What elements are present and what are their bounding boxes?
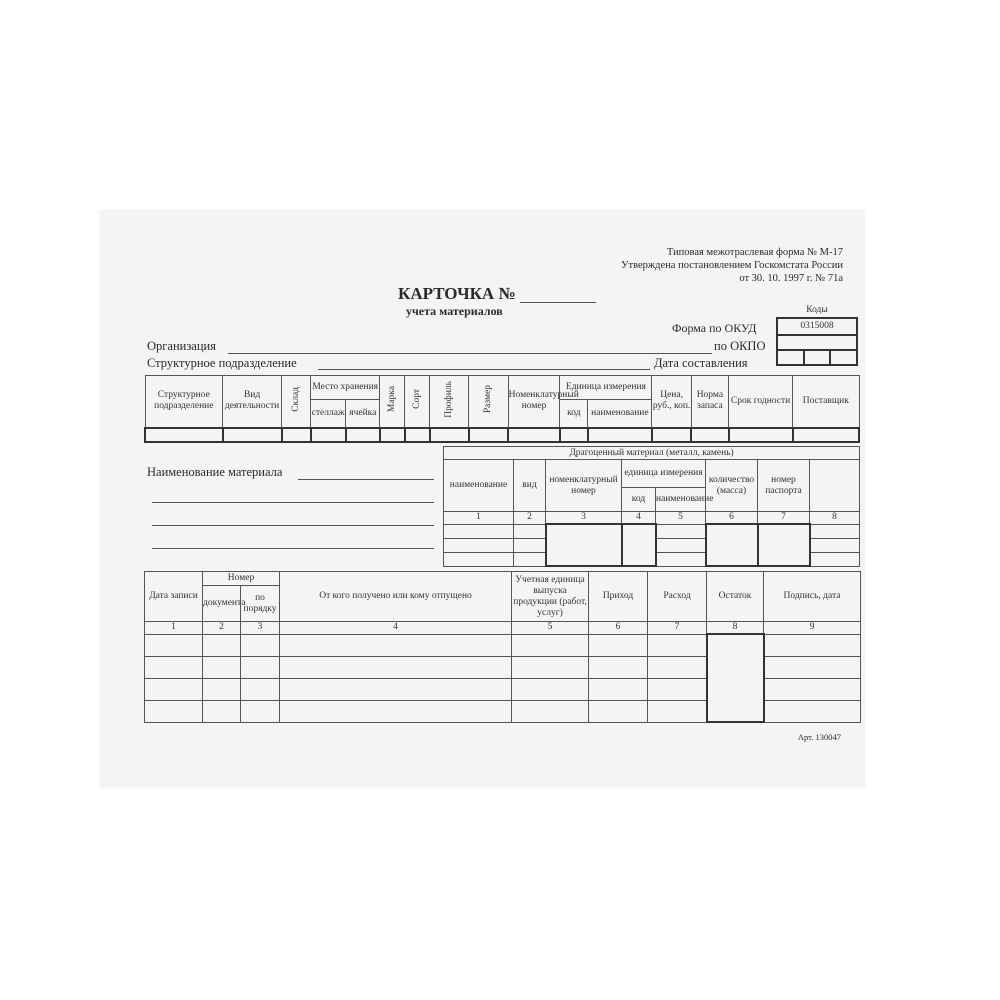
material-name-line-3[interactable] xyxy=(152,525,434,526)
precious-cell[interactable] xyxy=(656,552,706,566)
precious-passport-cell[interactable] xyxy=(758,524,810,566)
journal-cell[interactable] xyxy=(241,656,280,678)
journal-num: 1 xyxy=(145,622,203,635)
col-grade xyxy=(405,376,430,428)
precious-cell[interactable] xyxy=(444,538,514,552)
journal-col-unit: Учетная единица выпуска продукции (работ, услуг) xyxy=(512,572,589,622)
col-cell: ячейка xyxy=(346,400,380,428)
journal-cell[interactable] xyxy=(145,700,203,722)
cell[interactable] xyxy=(380,428,405,442)
journal-cell[interactable] xyxy=(203,656,241,678)
precious-cell[interactable] xyxy=(810,538,860,552)
journal-num: 8 xyxy=(707,622,764,635)
col-profile-label: Профиль xyxy=(443,380,454,418)
journal-cell[interactable] xyxy=(512,678,589,700)
journal-col-from-to: От кого получено или кому отпущено xyxy=(280,572,512,622)
precious-num: 8 xyxy=(810,512,860,525)
col-struct-div: Структурное подразделение xyxy=(145,376,223,428)
journal-cell[interactable] xyxy=(280,700,512,722)
org-field[interactable] xyxy=(228,353,712,354)
journal-cell[interactable] xyxy=(512,634,589,656)
precious-col-kind: вид xyxy=(514,460,546,512)
journal-cell[interactable] xyxy=(589,656,648,678)
precious-cell[interactable] xyxy=(444,552,514,566)
cell[interactable] xyxy=(311,428,346,442)
cell[interactable] xyxy=(793,428,859,442)
journal-col-balance: Остаток xyxy=(707,572,764,622)
journal-cell[interactable] xyxy=(648,700,707,722)
journal-col-number: Номер xyxy=(203,572,280,586)
precious-material-table xyxy=(443,446,860,567)
division-label: Структурное подразделение xyxy=(147,356,297,370)
journal-num: 5 xyxy=(512,622,589,635)
card-title: КАРТОЧКА № xyxy=(398,284,516,303)
journal-col-sign: Подпись, дата xyxy=(764,572,861,622)
cell[interactable] xyxy=(282,428,311,442)
codes-table xyxy=(776,304,858,366)
precious-num: 6 xyxy=(706,512,758,525)
cell[interactable] xyxy=(430,428,469,442)
article-number: Арт. 130047 xyxy=(797,732,841,742)
col-unit-name: наименование xyxy=(588,400,652,428)
col-warehouse xyxy=(282,376,311,428)
precious-title: Драгоценный материал (металл, камень) xyxy=(444,447,860,460)
journal-num: 9 xyxy=(764,622,861,635)
cell[interactable] xyxy=(652,428,691,442)
journal-col-date: Дата записи xyxy=(145,572,203,622)
col-brand xyxy=(380,376,405,428)
okpo-label: по ОКПО xyxy=(714,339,766,353)
journal-num: 3 xyxy=(241,622,280,635)
col-grade-label: Сорт xyxy=(411,389,422,410)
movement-journal-table xyxy=(144,571,861,723)
journal-col-seq: по порядку xyxy=(241,586,280,622)
form-line-1: Типовая межотраслевая форма № М-17 xyxy=(666,247,843,258)
form-sheet xyxy=(100,210,865,788)
material-name-label: Наименование материала xyxy=(147,465,283,479)
journal-cell[interactable] xyxy=(280,678,512,700)
col-shelf-life: Срок годности xyxy=(729,376,793,428)
journal-cell[interactable] xyxy=(764,678,861,700)
form-legal-note xyxy=(621,246,843,285)
journal-cell[interactable] xyxy=(648,656,707,678)
journal-col-income: Приход xyxy=(589,572,648,622)
cell[interactable] xyxy=(508,428,560,442)
okud-code-cell: 0315008 xyxy=(777,318,857,335)
precious-col-name: наименование xyxy=(444,460,514,512)
journal-cell[interactable] xyxy=(145,634,203,656)
precious-col-unit-name: наименование xyxy=(656,488,706,512)
precious-qty-cell[interactable] xyxy=(706,524,758,566)
precious-num: 5 xyxy=(656,512,706,525)
precious-num: 2 xyxy=(514,512,546,525)
okpo-code-cell[interactable] xyxy=(777,335,857,350)
journal-cell[interactable] xyxy=(145,656,203,678)
date-label: Дата составления xyxy=(654,356,748,370)
journal-cell[interactable] xyxy=(648,634,707,656)
journal-cell[interactable] xyxy=(203,678,241,700)
cell[interactable] xyxy=(469,428,508,442)
form-line-3: от 30. 10. 1997 г. № 71а xyxy=(739,273,843,284)
col-storage-place: Место хранения xyxy=(311,376,380,400)
col-nomen-number: Номенклатурный номер xyxy=(508,376,560,428)
cell[interactable] xyxy=(729,428,793,442)
journal-cell[interactable] xyxy=(280,656,512,678)
form-line-2: Утверждена постановлением Госкомстата России xyxy=(621,260,843,271)
col-price: Цена, руб., коп. xyxy=(652,376,691,428)
material-name-line-4[interactable] xyxy=(152,548,434,549)
date-day-cell[interactable] xyxy=(777,350,804,365)
precious-col-qty: количество (масса) xyxy=(706,460,758,512)
col-profile xyxy=(430,376,469,428)
cell[interactable] xyxy=(145,428,223,442)
material-attributes-table xyxy=(144,375,860,443)
journal-num: 4 xyxy=(280,622,512,635)
precious-num: 4 xyxy=(622,512,656,525)
journal-cell[interactable] xyxy=(203,634,241,656)
journal-cell[interactable] xyxy=(764,634,861,656)
okud-label: Форма по ОКУД xyxy=(672,321,757,335)
col-brand-label: Марка xyxy=(386,386,397,413)
precious-cell[interactable] xyxy=(656,538,706,552)
col-size xyxy=(469,376,508,428)
journal-col-expense: Расход xyxy=(648,572,707,622)
date-year-cell[interactable] xyxy=(830,350,857,365)
journal-col-doc: документа xyxy=(203,586,241,622)
journal-cell[interactable] xyxy=(241,700,280,722)
precious-col-passport: номер паспорта xyxy=(758,460,810,512)
journal-num: 7 xyxy=(648,622,707,635)
col-size-label: Размер xyxy=(482,385,493,414)
precious-cell[interactable] xyxy=(514,552,546,566)
cell[interactable] xyxy=(405,428,430,442)
journal-cell[interactable] xyxy=(764,656,861,678)
codes-label: Коды xyxy=(806,305,828,315)
journal-cell[interactable] xyxy=(145,678,203,700)
journal-balance-cell[interactable] xyxy=(707,634,764,722)
cell[interactable] xyxy=(691,428,728,442)
division-field[interactable] xyxy=(318,369,650,370)
precious-cell[interactable] xyxy=(656,524,706,538)
org-label: Организация xyxy=(147,339,216,353)
precious-cell[interactable] xyxy=(810,552,860,566)
journal-cell[interactable] xyxy=(241,634,280,656)
journal-cell[interactable] xyxy=(241,678,280,700)
col-warehouse-label: Склад xyxy=(290,386,301,412)
journal-cell[interactable] xyxy=(648,678,707,700)
precious-cell[interactable] xyxy=(810,524,860,538)
precious-col-code: код xyxy=(622,488,656,512)
precious-cell[interactable] xyxy=(514,538,546,552)
col-supplier: Поставщик xyxy=(793,376,859,428)
precious-cell[interactable] xyxy=(514,524,546,538)
cell[interactable] xyxy=(346,428,380,442)
journal-cell[interactable] xyxy=(589,634,648,656)
col-unit: Единица измерения xyxy=(560,376,652,400)
precious-num: 1 xyxy=(444,512,514,525)
precious-num: 3 xyxy=(546,512,622,525)
col-activity: Вид деятельности xyxy=(223,376,282,428)
card-subtitle: учета материалов xyxy=(406,304,503,318)
cell[interactable] xyxy=(560,428,588,442)
journal-cell[interactable] xyxy=(512,700,589,722)
cell[interactable] xyxy=(588,428,652,442)
journal-cell[interactable] xyxy=(280,634,512,656)
journal-num: 2 xyxy=(203,622,241,635)
journal-cell[interactable] xyxy=(589,678,648,700)
journal-cell[interactable] xyxy=(512,656,589,678)
journal-num: 6 xyxy=(589,622,648,635)
precious-nomen-cell[interactable] xyxy=(546,524,622,566)
journal-cell[interactable] xyxy=(764,700,861,722)
precious-col-nomen: номенклатурный номер xyxy=(546,460,622,512)
card-number-line[interactable] xyxy=(520,302,596,303)
precious-num: 7 xyxy=(758,512,810,525)
precious-cell[interactable] xyxy=(444,524,514,538)
journal-cell[interactable] xyxy=(589,700,648,722)
material-name-line-2[interactable] xyxy=(152,502,434,503)
col-rack: стеллаж xyxy=(311,400,346,428)
date-month-cell[interactable] xyxy=(804,350,831,365)
journal-cell[interactable] xyxy=(203,700,241,722)
precious-col-blank xyxy=(810,460,860,512)
cell[interactable] xyxy=(223,428,282,442)
col-stock-norm: Норма запаса xyxy=(691,376,728,428)
precious-code-cell[interactable] xyxy=(622,524,656,566)
material-name-field[interactable] xyxy=(298,479,434,480)
precious-col-unit: единица измерения xyxy=(622,460,706,488)
col-unit-code: код xyxy=(560,400,588,428)
